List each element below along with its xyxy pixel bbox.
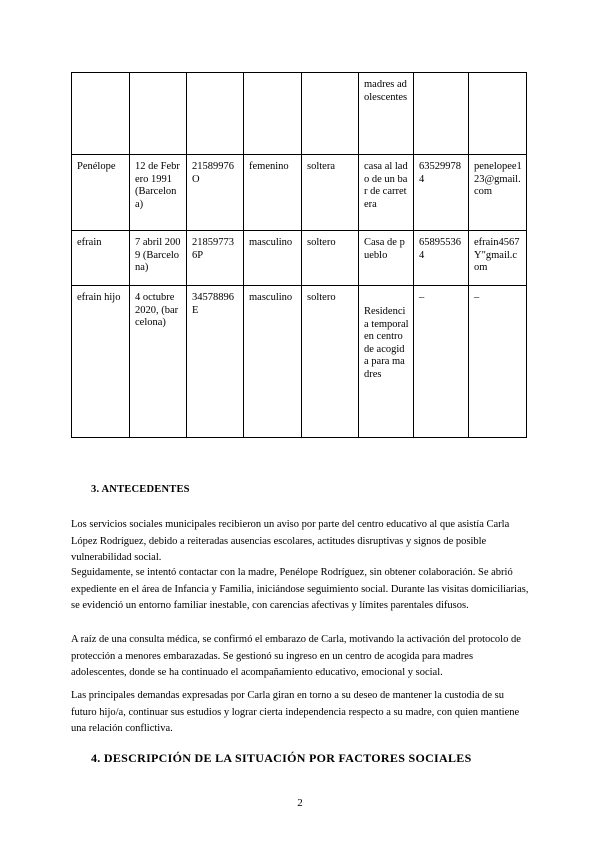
table-cell: 218597736P — [187, 231, 244, 286]
table-row — [72, 155, 527, 231]
page-number: 2 — [297, 797, 303, 809]
section-4-heading: 4. DESCRIPCIÓN DE LA SITUACIÓN POR FACTORES SOCIALES — [91, 751, 472, 765]
table-cell — [414, 73, 469, 155]
table-cell: 21589976O — [187, 155, 244, 231]
table-cell — [130, 73, 187, 155]
table-cell: casa al lado de un bar de carretera — [359, 155, 414, 231]
table-cell: 34578896E — [187, 286, 244, 438]
table-row — [72, 286, 527, 438]
table-cell — [187, 73, 244, 155]
table-cell: soltero — [302, 231, 359, 286]
table-cell: madres adolescentes — [359, 73, 414, 155]
family-data-table — [71, 72, 527, 438]
table-cell — [302, 73, 359, 155]
paragraph-antecedentes-1: Los servicios sociales municipales recibieron un aviso por parte del centro educativo al que asistía Carla López Rodríguez, debido a reiteradas ausencias escolares, actitudes disruptivas y signos de posible vulnerabilidad social. — [71, 519, 510, 563]
table-cell: penelopee123@gmail.com — [469, 155, 527, 231]
table-row — [72, 231, 527, 286]
table-cell: soltero — [302, 286, 359, 438]
paragraph-antecedentes-3: A raíz de una consulta médica, se confirmó el embarazo de Carla, motivando la activación del protocolo de protección a menores embarazadas. Se gestionó su ingreso en un centro de acogida para madres adolescentes, donde se ha continuado el acompañamiento educativo, emocional y social. — [71, 634, 521, 678]
table-cell: 12 de Febrero 1991 (Barcelona) — [130, 155, 187, 231]
table-cell: soltera — [302, 155, 359, 231]
table-cell: efrain — [72, 231, 130, 286]
table-cell: masculino — [244, 286, 302, 438]
section-3-heading: 3. ANTECEDENTES — [91, 484, 190, 495]
paragraph-antecedentes-4: Las principales demandas expresadas por Carla giran en torno a su deseo de mantener la custodia de su futuro hijo/a, continuar sus estudios y lograr cierta independencia respecto a su madre, con quien mantiene una relación conflictiva. — [71, 690, 520, 734]
table-cell — [244, 73, 302, 155]
table-cell — [469, 73, 527, 155]
table-cell: 4 octubre 2020, (barcelona) — [130, 286, 187, 438]
table-cell: 7 abril 2009 (Barcelona) — [130, 231, 187, 286]
table-cell — [72, 73, 130, 155]
table-cell: – — [414, 286, 469, 438]
table-cell: – — [469, 286, 527, 438]
table-cell: Penélope — [72, 155, 130, 231]
table-cell: efrain hijo — [72, 286, 130, 438]
table-cell: Residencia temporal en centro de acogida para madres — [359, 286, 414, 438]
table-cell: efrain4567Y"gmail.com — [469, 231, 527, 286]
table-cell: femenino — [244, 155, 302, 231]
table-row — [72, 73, 527, 155]
paragraph-antecedentes-2: Seguidamente, se intentó contactar con la madre, Penélope Rodríguez, sin obtener colaboración. Se abrió expediente en el área de Infancia y Familia, iniciándose seguimiento social. Durante las visitas domiciliarias, se evidenció un entorno familiar inestable, con carencias afectivas y límites parentales difusos. — [71, 567, 529, 611]
table-cell: 635299784 — [414, 155, 469, 231]
table-cell: Casa de pueblo — [359, 231, 414, 286]
table-cell: masculino — [244, 231, 302, 286]
table-cell: 658955364 — [414, 231, 469, 286]
